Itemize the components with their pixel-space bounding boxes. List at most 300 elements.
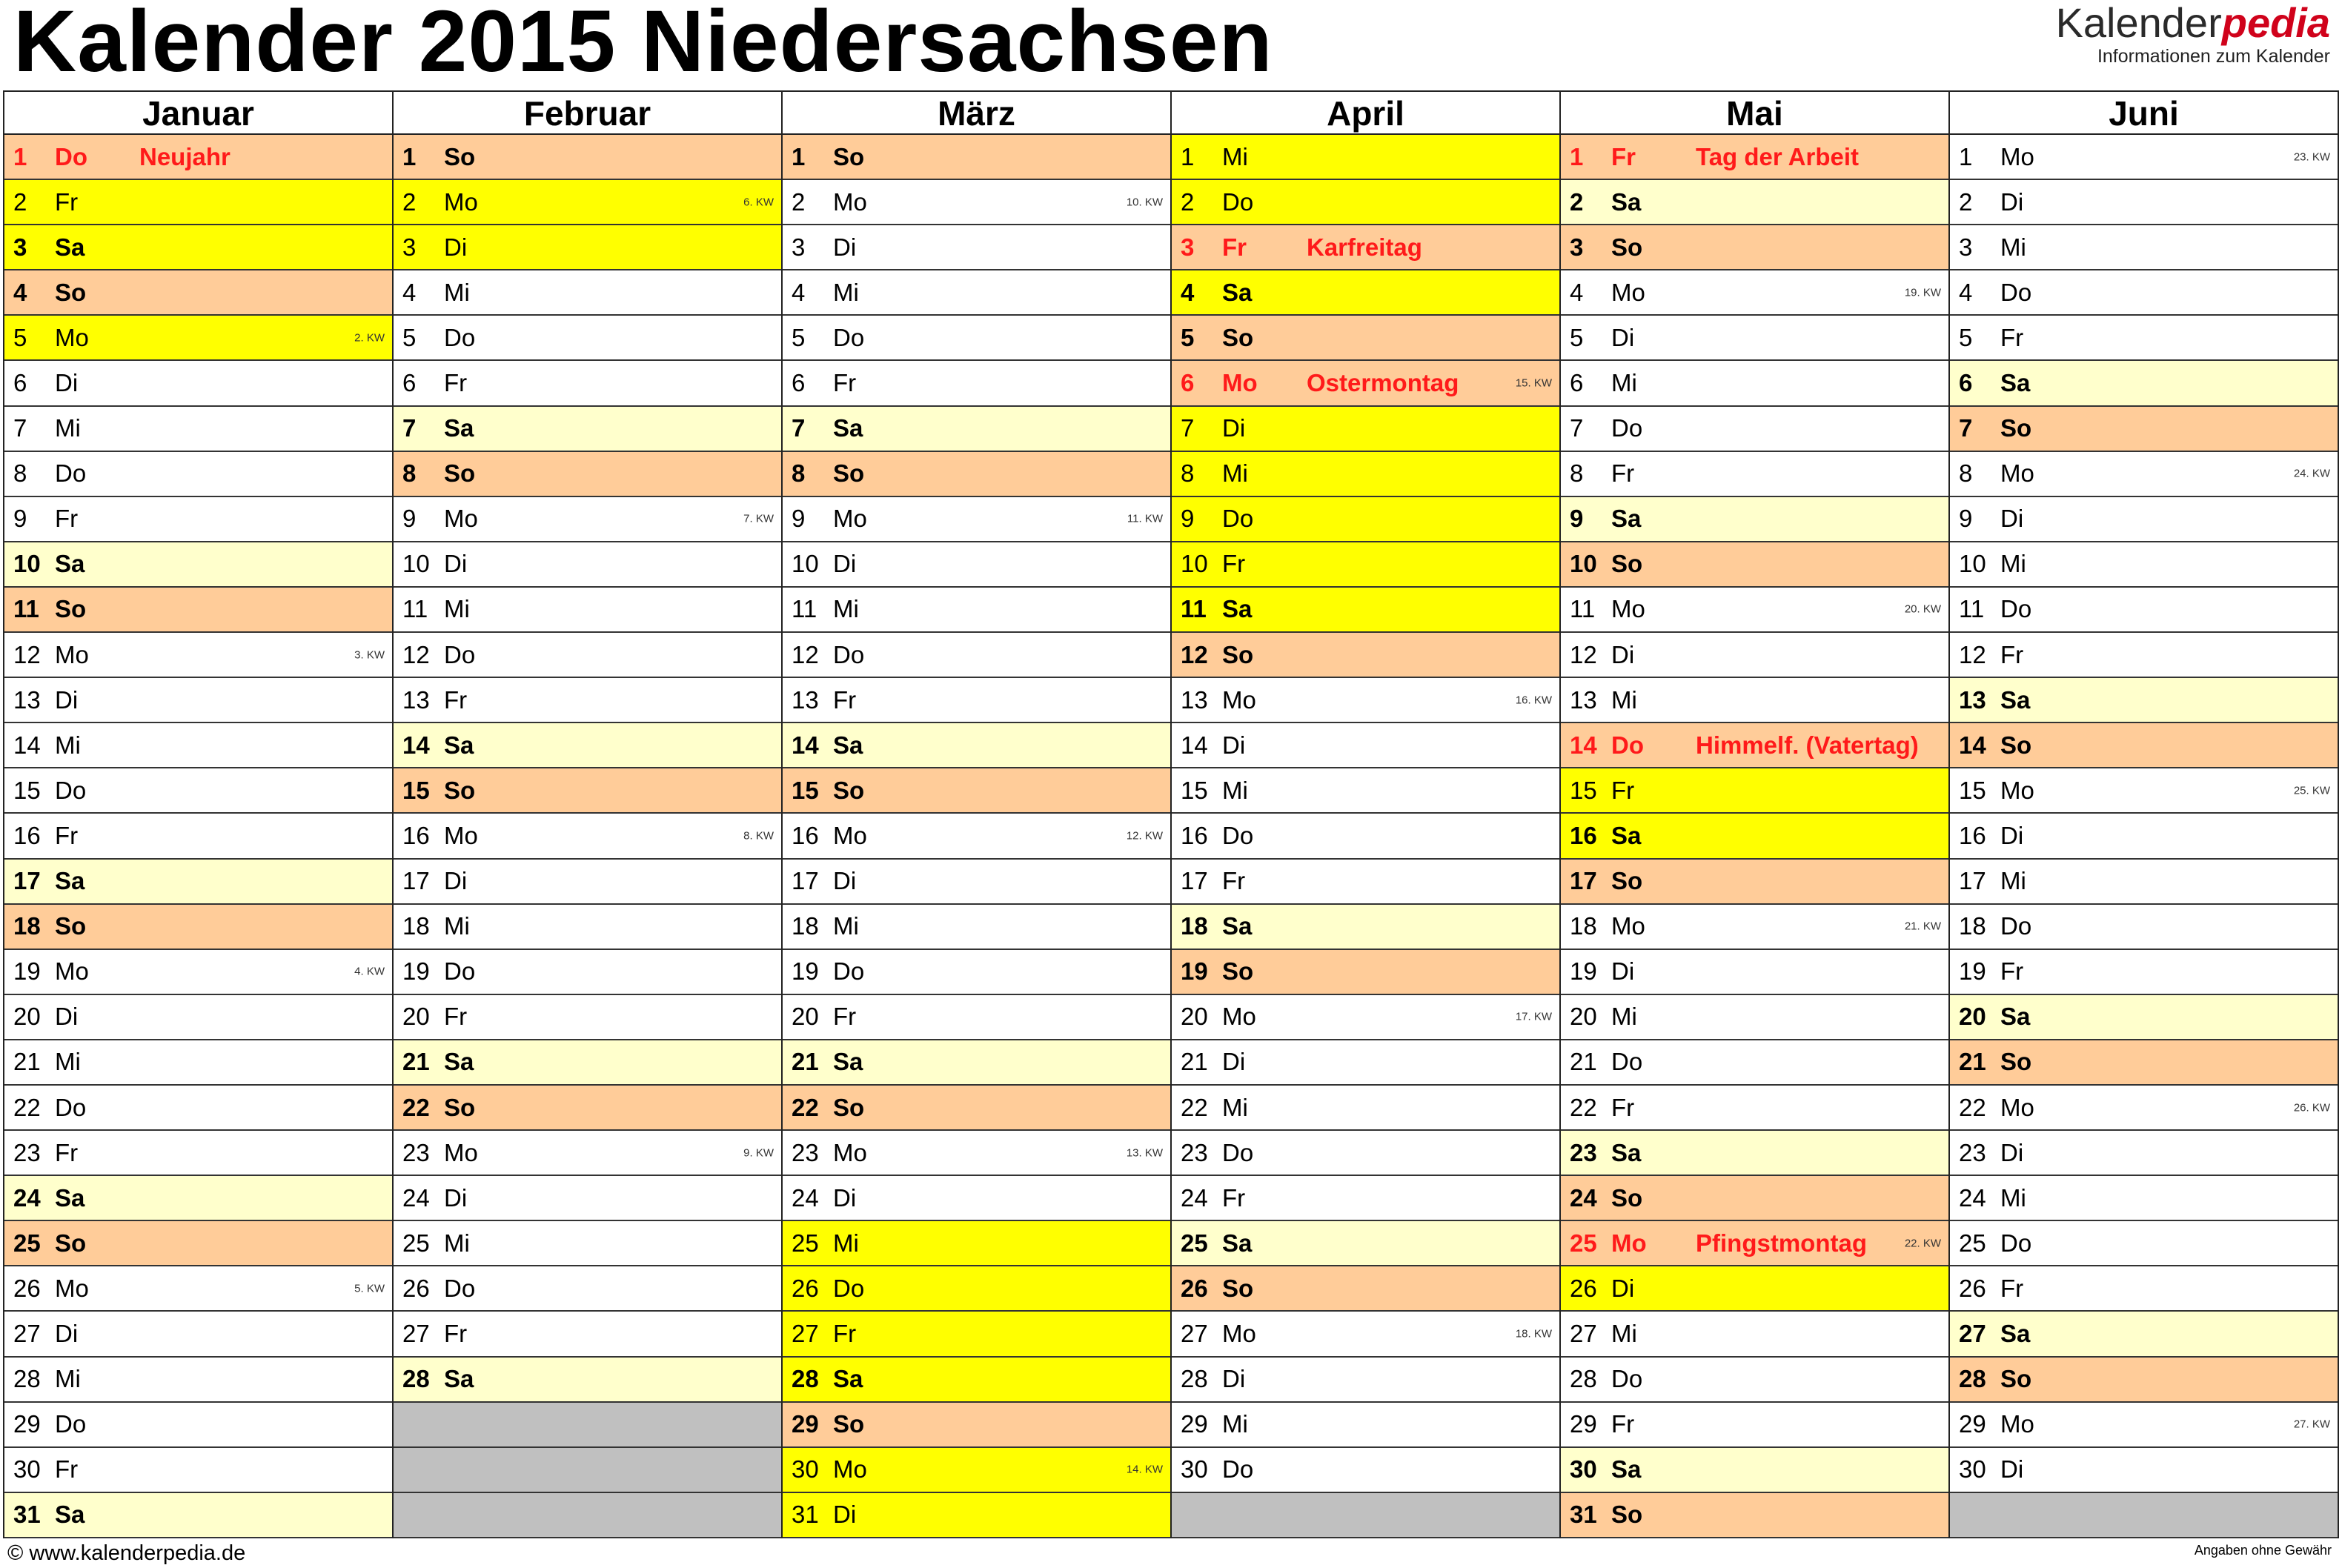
- weekday-label: Sa: [1611, 1138, 1642, 1166]
- weekday-label: Di: [2000, 187, 2024, 216]
- day-row: [394, 180, 781, 225]
- month-header: April: [1172, 92, 1559, 135]
- day-row: [1950, 950, 2338, 995]
- weekday-label: Mi: [833, 278, 859, 306]
- day-number: 26: [1959, 1274, 1986, 1302]
- day-number: 11: [1570, 595, 1596, 623]
- day-number: 25: [1181, 1229, 1208, 1257]
- day-row: [1172, 1040, 1559, 1086]
- day-row: [4, 1176, 392, 1221]
- weekday-label: Sa: [833, 414, 863, 442]
- weekday-label: Do: [444, 1274, 476, 1302]
- day-row: [4, 361, 392, 406]
- weekday-label: Sa: [55, 1501, 85, 1529]
- week-number: 3. KW: [354, 648, 385, 662]
- day-row: [1172, 814, 1559, 859]
- weekday-label: Di: [55, 1003, 79, 1031]
- weekday-label: Di: [2000, 505, 2024, 533]
- day-number: 7: [402, 414, 417, 442]
- weekday-label: So: [2000, 731, 2032, 759]
- day-number: 13: [1181, 685, 1208, 714]
- day-number: 21: [402, 1048, 430, 1076]
- weekday-label: Di: [55, 685, 79, 714]
- day-number: 14: [1181, 731, 1208, 759]
- day-row: [1172, 905, 1559, 950]
- weekday-label: So: [1611, 1183, 1643, 1212]
- weekday-label: Do: [1611, 414, 1643, 442]
- weekday-label: Mo: [1611, 595, 1645, 623]
- day-number: 11: [13, 595, 39, 623]
- day-number: 24: [792, 1183, 819, 1212]
- day-number: 23: [13, 1138, 41, 1166]
- weekday-label: So: [2000, 1048, 2032, 1076]
- day-row: [1172, 1448, 1559, 1493]
- day-row: [1172, 995, 1559, 1040]
- day-row: [394, 723, 781, 768]
- day-row: [4, 135, 392, 180]
- weekday-label: Mi: [444, 1229, 470, 1257]
- day-number: 17: [1181, 867, 1208, 895]
- day-row: [1172, 180, 1559, 225]
- day-row: [783, 180, 1170, 225]
- weekday-label: Mo: [55, 1274, 89, 1302]
- weekday-label: Mo: [1222, 1003, 1256, 1031]
- day-row: [4, 270, 392, 316]
- week-number: 21. KW: [1904, 920, 1941, 933]
- day-row: [783, 497, 1170, 542]
- day-number: 20: [402, 1003, 430, 1031]
- day-number: 4: [13, 278, 27, 306]
- weekday-label: Fr: [1611, 776, 1635, 804]
- day-row: [1172, 860, 1559, 905]
- day-number: 18: [792, 912, 819, 940]
- day-row: [1950, 1403, 2338, 1448]
- day-number: 1: [402, 142, 417, 170]
- brand-logo[interactable]: [2056, 0, 2330, 67]
- day-number: 4: [1959, 278, 1973, 306]
- day-number: 17: [1570, 867, 1597, 895]
- day-number: 22: [792, 1093, 819, 1121]
- day-number: 22: [13, 1093, 41, 1121]
- day-number: 19: [1959, 957, 1986, 986]
- weekday-label: Do: [1611, 1365, 1643, 1393]
- day-number: 14: [1570, 731, 1597, 759]
- day-row: [783, 1176, 1170, 1221]
- empty-day-cell: [1950, 1493, 2338, 1538]
- day-number: 9: [402, 505, 417, 533]
- week-number: 2. KW: [354, 331, 385, 345]
- weekday-label: Mi: [444, 595, 470, 623]
- day-number: 29: [13, 1410, 41, 1438]
- day-row: [1950, 270, 2338, 316]
- weekday-label: Fr: [833, 369, 857, 397]
- day-number: 1: [1181, 142, 1195, 170]
- day-row: [1950, 1358, 2338, 1403]
- day-row: [1172, 361, 1559, 406]
- weekday-label: Mi: [1611, 369, 1637, 397]
- day-number: 5: [1570, 323, 1584, 351]
- weekday-label: Di: [55, 369, 79, 397]
- day-number: 8: [402, 459, 417, 488]
- weekday-label: Do: [2000, 278, 2032, 306]
- weekday-label: Fr: [2000, 1274, 2024, 1302]
- day-row: [394, 905, 781, 950]
- calendar-grid: [3, 90, 2339, 1538]
- day-number: 16: [1181, 821, 1208, 849]
- day-number: 10: [1959, 550, 1986, 578]
- weekday-label: Di: [444, 233, 468, 261]
- day-number: 3: [402, 233, 417, 261]
- weekday-label: Di: [1611, 640, 1635, 668]
- day-number: 31: [792, 1501, 819, 1529]
- day-row: [1172, 1131, 1559, 1176]
- day-row: [1950, 135, 2338, 180]
- brand-name-plain: Kalender: [2055, 0, 2222, 46]
- weekday-label: Mi: [55, 1048, 81, 1076]
- day-row: [394, 588, 781, 633]
- day-number: 30: [1570, 1455, 1597, 1484]
- day-number: 18: [402, 912, 430, 940]
- weekday-label: Mi: [2000, 233, 2026, 261]
- day-number: 17: [402, 867, 430, 895]
- footer-copyright[interactable]: © www.kalenderpedia.de: [7, 1541, 246, 1565]
- weekday-label: Mo: [444, 187, 478, 216]
- page-title: Kalender 2015 Niedersachsen: [13, 0, 1273, 90]
- day-number: 1: [1570, 142, 1584, 170]
- day-row: [783, 633, 1170, 678]
- weekday-label: Do: [444, 323, 476, 351]
- day-row: [1172, 316, 1559, 361]
- day-row: [1172, 950, 1559, 995]
- day-row: [1172, 135, 1559, 180]
- day-row: [783, 1358, 1170, 1403]
- weekday-label: Sa: [1222, 278, 1253, 306]
- holiday-label: Himmelf. (Vatertag): [1696, 731, 1919, 759]
- day-number: 23: [792, 1138, 819, 1166]
- weekday-label: Mi: [1222, 776, 1248, 804]
- weekday-label: So: [833, 1093, 865, 1121]
- day-row: [1950, 1312, 2338, 1357]
- day-row: [1561, 1403, 1948, 1448]
- weekday-label: Mo: [1611, 1229, 1647, 1257]
- day-number: 6: [1959, 369, 1973, 397]
- weekday-label: Fr: [444, 1003, 468, 1031]
- day-row: [4, 1493, 392, 1538]
- day-row: [1561, 1131, 1948, 1176]
- day-row: [1561, 860, 1948, 905]
- day-row: [1950, 180, 2338, 225]
- day-number: 17: [792, 867, 819, 895]
- day-row: [783, 361, 1170, 406]
- weekday-label: Mo: [1222, 685, 1256, 714]
- weekday-label: Sa: [1611, 187, 1642, 216]
- weekday-label: Mo: [833, 821, 867, 849]
- day-row: [4, 860, 392, 905]
- day-number: 19: [13, 957, 41, 986]
- day-number: 26: [402, 1274, 430, 1302]
- month-column: [783, 92, 1172, 1538]
- day-row: [783, 1131, 1170, 1176]
- weekday-label: Mo: [1611, 912, 1645, 940]
- day-number: 20: [1570, 1003, 1597, 1031]
- weekday-label: Mi: [833, 1229, 859, 1257]
- day-row: [783, 225, 1170, 270]
- day-number: 30: [13, 1455, 41, 1484]
- day-number: 7: [1570, 414, 1584, 442]
- weekday-label: Di: [2000, 1138, 2024, 1166]
- weekday-label: Do: [55, 459, 87, 488]
- day-row: [1950, 814, 2338, 859]
- day-row: [1950, 497, 2338, 542]
- day-row: [783, 1448, 1170, 1493]
- empty-day-cell: [394, 1493, 781, 1538]
- week-number: 26. KW: [2293, 1101, 2330, 1114]
- weekday-label: Do: [444, 640, 476, 668]
- weekday-label: Fr: [833, 1319, 857, 1347]
- day-row: [1561, 1221, 1948, 1266]
- day-row: [1172, 1312, 1559, 1357]
- month-header: März: [783, 92, 1170, 135]
- day-number: 7: [1181, 414, 1195, 442]
- weekday-label: So: [2000, 414, 2032, 442]
- day-row: [4, 1086, 392, 1131]
- day-number: 21: [1181, 1048, 1208, 1076]
- day-row: [1561, 1358, 1948, 1403]
- day-row: [394, 407, 781, 452]
- day-row: [4, 407, 392, 452]
- day-number: 30: [792, 1455, 819, 1484]
- weekday-label: Do: [55, 776, 87, 804]
- day-number: 5: [1181, 323, 1195, 351]
- weekday-label: Mo: [2000, 776, 2034, 804]
- day-number: 1: [13, 142, 27, 170]
- weekday-label: Mi: [444, 278, 470, 306]
- weekday-label: Do: [1222, 1455, 1254, 1484]
- day-row: [4, 1448, 392, 1493]
- month-header: Februar: [394, 92, 781, 135]
- day-number: 9: [1570, 505, 1584, 533]
- day-number: 11: [792, 595, 817, 623]
- weekday-label: Sa: [444, 1048, 474, 1076]
- weekday-label: Do: [55, 1410, 87, 1438]
- day-number: 3: [1181, 233, 1195, 261]
- day-number: 21: [1570, 1048, 1597, 1076]
- week-number: 20. KW: [1904, 602, 1941, 616]
- week-number: 22. KW: [1904, 1237, 1941, 1250]
- week-number: 4. KW: [354, 965, 385, 978]
- weekday-label: Mi: [55, 414, 81, 442]
- day-row: [1561, 1493, 1948, 1538]
- day-number: 4: [1181, 278, 1195, 306]
- weekday-label: Sa: [1611, 505, 1642, 533]
- day-row: [1561, 588, 1948, 633]
- day-row: [783, 1040, 1170, 1086]
- weekday-label: Mi: [1611, 685, 1637, 714]
- weekday-label: So: [1222, 323, 1254, 351]
- brand-subtitle: Informationen zum Kalender: [2097, 46, 2330, 67]
- day-row: [1172, 723, 1559, 768]
- day-number: 21: [1959, 1048, 1986, 1076]
- day-number: 18: [13, 912, 41, 940]
- weekday-label: Di: [833, 867, 857, 895]
- week-number: 19. KW: [1904, 286, 1941, 299]
- weekday-label: Fr: [1222, 550, 1246, 578]
- day-number: 2: [13, 187, 27, 216]
- day-row: [1561, 542, 1948, 588]
- weekday-label: Sa: [833, 731, 863, 759]
- day-row: [783, 135, 1170, 180]
- day-number: 26: [1570, 1274, 1597, 1302]
- weekday-label: Fr: [55, 187, 79, 216]
- day-row: [1561, 1448, 1948, 1493]
- day-number: 18: [1570, 912, 1597, 940]
- weekday-label: Mo: [444, 821, 478, 849]
- weekday-label: Fr: [444, 369, 468, 397]
- day-row: [394, 1221, 781, 1266]
- day-number: 22: [1181, 1093, 1208, 1121]
- weekday-label: Di: [833, 1501, 857, 1529]
- day-number: 23: [402, 1138, 430, 1166]
- day-row: [394, 678, 781, 723]
- weekday-label: Do: [1222, 1138, 1254, 1166]
- weekday-label: Mo: [1611, 278, 1645, 306]
- day-row: [783, 452, 1170, 497]
- weekday-label: Fr: [1611, 459, 1635, 488]
- day-row: [394, 1266, 781, 1312]
- holiday-label: Karfreitag: [1307, 233, 1422, 261]
- day-row: [1561, 1040, 1948, 1086]
- day-row: [1561, 1312, 1948, 1357]
- day-number: 28: [13, 1365, 41, 1393]
- month-header: Januar: [4, 92, 392, 135]
- day-row: [4, 1403, 392, 1448]
- day-row: [394, 860, 781, 905]
- week-number: 13. KW: [1126, 1146, 1163, 1160]
- day-number: 10: [1181, 550, 1208, 578]
- day-row: [4, 588, 392, 633]
- day-number: 27: [1570, 1319, 1597, 1347]
- day-number: 28: [402, 1365, 430, 1393]
- month-header: Mai: [1561, 92, 1948, 135]
- weekday-label: Do: [1222, 505, 1254, 533]
- empty-day-cell: [394, 1403, 781, 1448]
- weekday-label: Mo: [55, 957, 89, 986]
- day-number: 3: [792, 233, 806, 261]
- week-number: 17. KW: [1515, 1010, 1552, 1023]
- weekday-label: Mi: [833, 595, 859, 623]
- day-row: [783, 407, 1170, 452]
- weekday-label: So: [55, 912, 87, 940]
- day-number: 12: [1959, 640, 1986, 668]
- weekday-label: Do: [833, 957, 865, 986]
- day-number: 27: [402, 1319, 430, 1347]
- day-row: [783, 768, 1170, 814]
- weekday-label: Fr: [55, 1455, 79, 1484]
- day-number: 9: [792, 505, 806, 533]
- holiday-label: Tag der Arbeit: [1696, 142, 1860, 170]
- day-number: 9: [1181, 505, 1195, 533]
- day-row: [1950, 452, 2338, 497]
- day-row: [1950, 407, 2338, 452]
- weekday-label: Mi: [2000, 550, 2026, 578]
- day-number: 13: [402, 685, 430, 714]
- day-number: 9: [13, 505, 27, 533]
- weekday-label: Mo: [833, 1138, 867, 1166]
- weekday-label: Mi: [55, 731, 81, 759]
- weekday-label: Mo: [2000, 1410, 2034, 1438]
- weekday-label: Fr: [2000, 957, 2024, 986]
- weekday-label: Do: [833, 323, 865, 351]
- weekday-label: Fr: [1611, 142, 1636, 170]
- day-number: 5: [13, 323, 27, 351]
- weekday-label: Fr: [444, 1319, 468, 1347]
- week-number: 6. KW: [743, 196, 774, 209]
- day-row: [1561, 180, 1948, 225]
- weekday-label: Fr: [833, 685, 857, 714]
- day-number: 6: [13, 369, 27, 397]
- weekday-label: Di: [1611, 957, 1635, 986]
- day-row: [1172, 1358, 1559, 1403]
- weekday-label: Di: [2000, 1455, 2024, 1484]
- weekday-label: So: [444, 1093, 476, 1121]
- day-row: [1950, 860, 2338, 905]
- day-number: 24: [402, 1183, 430, 1212]
- weekday-label: Fr: [2000, 640, 2024, 668]
- weekday-label: Sa: [2000, 1319, 2031, 1347]
- day-number: 26: [1181, 1274, 1208, 1302]
- day-number: 13: [1570, 685, 1597, 714]
- day-row: [4, 1040, 392, 1086]
- day-number: 19: [1181, 957, 1208, 986]
- day-row: [4, 905, 392, 950]
- day-row: [783, 723, 1170, 768]
- day-number: 24: [1959, 1183, 1986, 1212]
- day-number: 1: [1959, 142, 1973, 170]
- day-row: [394, 270, 781, 316]
- day-row: [783, 1086, 1170, 1131]
- day-row: [1561, 995, 1948, 1040]
- weekday-label: Di: [1611, 1274, 1635, 1302]
- holiday-label: Pfingstmontag: [1696, 1229, 1867, 1257]
- day-number: 25: [792, 1229, 819, 1257]
- day-number: 2: [1959, 187, 1973, 216]
- weekday-label: Fr: [2000, 323, 2024, 351]
- day-number: 11: [1959, 595, 1985, 623]
- day-row: [1950, 542, 2338, 588]
- day-number: 5: [402, 323, 417, 351]
- week-number: 27. KW: [2293, 1418, 2330, 1431]
- day-row: [1172, 497, 1559, 542]
- day-row: [1561, 814, 1948, 859]
- weekday-label: Fr: [55, 821, 79, 849]
- day-row: [1172, 452, 1559, 497]
- day-row: [783, 814, 1170, 859]
- day-row: [394, 361, 781, 406]
- footer-disclaimer: Angaben ohne Gewähr: [2194, 1543, 2332, 1558]
- day-row: [1950, 588, 2338, 633]
- day-number: 26: [13, 1274, 41, 1302]
- day-number: 19: [402, 957, 430, 986]
- day-number: 24: [1570, 1183, 1597, 1212]
- day-number: 4: [792, 278, 806, 306]
- weekday-label: Mo: [444, 1138, 478, 1166]
- day-number: 20: [1181, 1003, 1208, 1031]
- day-row: [1950, 316, 2338, 361]
- day-number: 9: [1959, 505, 1973, 533]
- weekday-label: Sa: [833, 1048, 863, 1076]
- weekday-label: So: [1222, 1274, 1254, 1302]
- day-number: 6: [1181, 369, 1195, 397]
